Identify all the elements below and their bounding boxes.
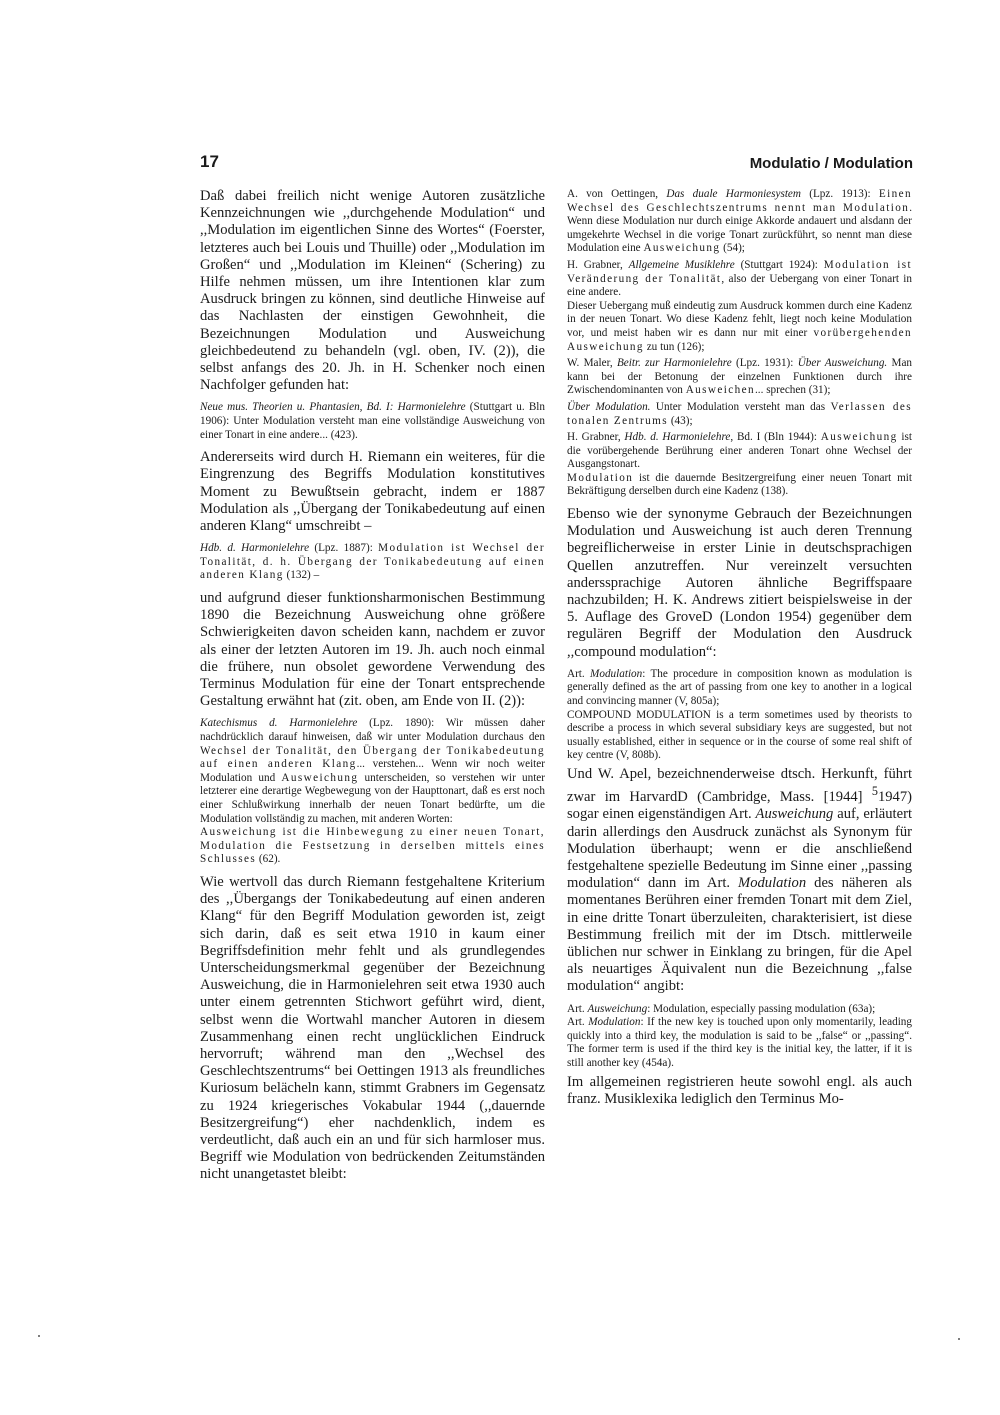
text-run: auf, erläutert darin allerdings den Ausdruck zunächst als Synonym für Modulation überhaupt; wenn er die anschließend festgehaltene spezielle Bedeutung im Sinne einer ,,passing modulation“ dann im Art. <box>567 806 912 892</box>
spaced-text: Ausweichung <box>643 242 721 255</box>
quote-text: Art. <box>567 1002 588 1015</box>
quote-text: Art. <box>567 667 591 680</box>
quote-text: (Lpz. 1890): Wir müssen daher nachdrücklich darauf hinweisen, daß wir unter Modulation durchaus den <box>200 717 545 744</box>
italic-term: Ausweichung <box>755 806 834 823</box>
spaced-text: Wechsel der Tonalität, den Übergang der Tonikabedeutung auf einen anderen Klang <box>200 744 545 771</box>
quote-text: ist die vorübergehende Berührung einer anderen Tonart ohne Wechsel der Ausgangstonart. <box>567 431 912 471</box>
quote-text: unterscheiden, so verstehen wir unter letzterer eine derartige Wegbewegung von der Haupttonart, daß es erst noch einer Schlußwirkung innerhalb der neuen Tonart bedürfte, um die Modulation vollständig zu machen, mit anderen Worten: <box>200 771 545 825</box>
paragraph: Andererseits wird durch H. Riemann ein weiteres, für die Eingrenzung des Begriffs Modulation konstitutives Moment zu Bewußtsein gebracht, indem er 1887 Modulation als ,,Übergang der Tonikabedeutung auf einen anderen Klang“ umschreibt – <box>200 449 545 535</box>
paragraph: Daß dabei freilich nicht wenige Autoren zusätzliche Kennzeichnungen wie ,,durchgehende Modulation“ und ,,Modulation im eigentlichen Sinne des Wortes“ (Foerster, letzteres auch bei Louis und Thuille) oder ,,Modulation im Großen“ und ,,Modulation im Kleinen“ (Schering) zu Hilfe nehmen müssen, um ihre Intentionen klar zum Ausdruck bringen zu können, sind deutliche Hinweise auf das Nachlasten der einstigen Gewohnheit, die Bezeichnungen Modulation und Ausweichung gleichbedeutend zu behandeln (vgl. oben, IV. (2)), die selbst anfangs des 20. Jh. in H. Schenker noch einen Nachfolger gefunden hat: <box>200 188 545 394</box>
paragraph: Ebenso wie der synonyme Gebrauch der Bezeichnungen Modulation und Ausweichung ist auch deren Trennung begreiflicherweise in erster Linie in deutschsprachigen Quellen anzutreffen. Nur vereinzelt versuchten anderssprachige Autoren ähnliche Begriffspaare nachzubilden; H. K. Andrews zitiert beispielsweise in der 5. Auflage des GroveD (London 1954) gegenüber dem regulären Begriff der Modulation den Ausdruck ,,compound modulation“: <box>567 506 912 660</box>
quote-text: (Stuttgart u. Bln 1906): Unter Modulation versteht man eine vollständige Ausweichung von einer Tonart in eine andere... (423). <box>200 401 545 441</box>
author: A. von Oettingen, <box>567 188 667 200</box>
italic-term: Modulation <box>738 875 807 892</box>
quotation <box>200 542 545 583</box>
quotation <box>200 717 545 867</box>
paragraph <box>567 766 912 996</box>
quote-text: , also der Uebergang von einer Tonart in eine andere. <box>567 272 913 299</box>
source-title: Ausweichung <box>587 1002 648 1015</box>
quote-text: zu tun (126); <box>643 340 705 353</box>
source-title: Katechismus d. Harmonielehre <box>200 717 358 730</box>
source-title: Beitr. zur Harmonielehre <box>616 357 732 370</box>
quotation <box>567 472 912 499</box>
quote-text: ist die dauernde Besitzergreifung einer neuen Tonart mit Bekräftigung derselben durch eine Kadenz (138). <box>567 471 912 498</box>
quote-text: , Bd. I (Bln 1944): <box>730 431 821 444</box>
caps-text: COMPOUND MODULATION <box>567 708 711 721</box>
quote-text: Art. <box>567 1016 589 1029</box>
quote-text: (Stuttgart 1924): <box>734 258 824 271</box>
spaced-text: vorübergehenden Ausweichung <box>567 326 912 353</box>
spaced-text: Ausweichung <box>281 771 359 784</box>
author: H. Grabner, <box>567 431 625 444</box>
scan-speck <box>38 1335 40 1337</box>
quote-text: (54); <box>720 242 745 255</box>
quote-text: Dieser Uebergang muß eindeutig zum Ausdruck kommen durch eine Kadenz in der neuen Tonart. Wo diese Kadenz fehlt, liegt noch keine Modulation vor, und meist haben wir es dann nur mit einer <box>567 299 912 339</box>
source-title: Neue mus. Theorien u. Phantasien, Bd. I: Harmonielehre <box>200 401 466 414</box>
spaced-text: Verlassen des tonalen Zentrums <box>567 400 912 427</box>
spaced-text: Modulation <box>567 471 634 484</box>
author: W. Maler, <box>567 357 617 370</box>
source-title: Modulation <box>590 667 643 680</box>
quotation <box>567 401 912 428</box>
text-run: Und W. Apel, bezeichnenderweise dtsch. Herkunft, führt zwar im HarvardD (Cambridge, Mass. [1944] <box>567 766 912 806</box>
quotation <box>567 188 912 256</box>
paragraph: Wie wertvoll das durch Riemann festgehaltene Kriterium des ,,Übergangs der Tonikabedeutung auf einen anderen Klang“ für den Begriff Modulation geworden ist, zeigt sich darin, daß es seit etwa 1910 in kaum einer Begriffsdefinition mehr fehlt und als grundlegendes Unterscheidungsmerkmal gegenüber der Bezeichnung Ausweichung, die in Harmonielehren seit etwa 1930 auch unter einem getrennten Stichwort geführt wird, dient, selbst wenn die Wortwahl mancher Autoren in diesem Zusammenhang einen recht unglücklichen Eindruck hervorruft; während man den ,,Wechsel des Geschlechtszentrums“ bei Oettingen 1913 als freundliches Kuriosum belächeln kann, stimmt Grabners im Gegensatz zu 1924 kriegerisches Vokabular 1944 (,,dauernde Besitzergreifung“) eher nachdenklich, indem es verdeutlicht, daß auch ein an und für sich harmloser mus. Begriff wie Modulation von bedrückenden Zeitumständen nicht unangetastet bleibt: <box>200 873 545 1183</box>
quote-text: (Lpz. 1887): <box>309 542 379 555</box>
quotation <box>200 401 545 442</box>
quote-text: Unter Modulation versteht man das <box>650 400 831 413</box>
paragraph: und aufgrund dieser funktionsharmonischen Bestimmung 1890 die Bezeichnung Ausweichung ohne größere Schwierigkeiten davon scheiden kann, nachdem er zuvor als einer der letzten Autoren im 19. Jh. auch noch einmal die frühere, nun obsolet gewordene Verwendung des Terminus Modulation für eine der Tonart entsprechende Gestaltung erwähnt hat (zit. oben, am Ende von II. (2)): <box>200 590 545 710</box>
quote-text: ... sprechen (31); <box>755 384 831 397</box>
source-title: Über Ausweichung. <box>797 357 888 370</box>
quote-text: : The procedure in composition known as modulation is generally defined as the art of passing from one key to another in a logical and convincing manner (V, 805a); <box>567 667 912 708</box>
quote-text: (Lpz. 1913): <box>800 188 879 200</box>
left-column <box>200 188 545 1191</box>
page-number: 17 <box>200 152 219 171</box>
quote-text: ... verstehen... Wenn wir noch weiter Modulation und <box>200 758 545 784</box>
source-title: Allgemeine Musiklehre <box>628 258 735 271</box>
source-title: Hdb. d. Harmonielehre <box>200 542 310 555</box>
spaced-text: Ausweichung <box>820 431 898 444</box>
quote-text: (132) – <box>283 569 320 582</box>
quote-text: : If the new key is touched upon only momentarily, leading quickly into a third key, the modulation is said to be ,,false“ or ,,passing“. The former term is used if the third key is the initial key, the latter, if it is still another key (454a). <box>567 1016 912 1069</box>
superscript: 5 <box>871 784 878 799</box>
right-column <box>567 188 912 1115</box>
quote-text: Man kann bei der Betonung der einzelnen Funktionen durch ihre Zwischendominanten von <box>567 357 913 397</box>
quotation <box>567 300 912 354</box>
text-run: des näheren als momentanes Berühren einer fremden Tonart mit dem Ziel, in eine dritte Tonart überzuleiten, charakterisiert, ist diese Bestimmung freilich mit der im Dtsch. mittlerweile üblichen nur schwer in Einklang zu bringen, für die Apel als neuartiges Äquivalent nun die Bezeichnung ,,false modulation“ angibt: <box>567 875 912 995</box>
spaced-text: Einen Wechsel des Geschlechtszentrums nennt man Modulation <box>567 188 913 214</box>
source-title: Das duale Harmoniesystem <box>666 188 801 200</box>
quotation <box>567 259 912 300</box>
quote-text: (62). <box>256 853 281 866</box>
spaced-text: Ausweichen <box>685 384 755 397</box>
source-title: Modulation <box>588 1016 641 1029</box>
quotation <box>567 357 912 398</box>
source-title: Über Modulation. <box>567 400 651 413</box>
quotation <box>567 1003 912 1071</box>
spaced-text: Modulation ist Veränderung der Tonalität <box>567 258 913 285</box>
paragraph: Im allgemeinen registrieren heute sowohl engl. als auch franz. Musiklexika lediglich den Terminus Mo- <box>567 1073 912 1107</box>
quote-text: (Lpz. 1931): <box>731 357 798 370</box>
running-title: Modulatio / Modulation <box>749 155 913 172</box>
source-title: Hdb. d. Harmonielehre <box>624 431 731 444</box>
quotation <box>567 668 912 763</box>
scan-speck <box>958 1338 960 1340</box>
quote-text: is a term sometimes used by theorists to describe a process in which several subsidiary keys are suggested, but not usually established, either in sequence or in the course of some real shift of key centre (V, 808b). <box>567 708 912 762</box>
text-run: 1947) sogar einen eigenständigen Art. <box>567 789 912 823</box>
spaced-text: Modulation ist Wechsel der Tonalität, d. h. Übergang der Tonikabedeutung auf einen anderen Klang <box>200 542 546 582</box>
author: H. Grabner, <box>567 258 629 271</box>
spaced-text: Ausweichung ist die Hinbewegung zu einer neuen Tonart, Modulation die Festsetzung in derselben mittels eines Schlusses <box>200 826 545 866</box>
quote-text: : Modulation, especially passing modulation (63a); <box>647 1002 876 1015</box>
quote-text: (43); <box>668 414 693 427</box>
quote-text: . Wenn diese Modulation nur durch einige Akkorde andauert und alsdann der umgekehrte Wechsel in die vorige Tonart zurückführt, so nennt man diese Modulation eine <box>567 201 912 255</box>
quotation <box>567 431 912 472</box>
